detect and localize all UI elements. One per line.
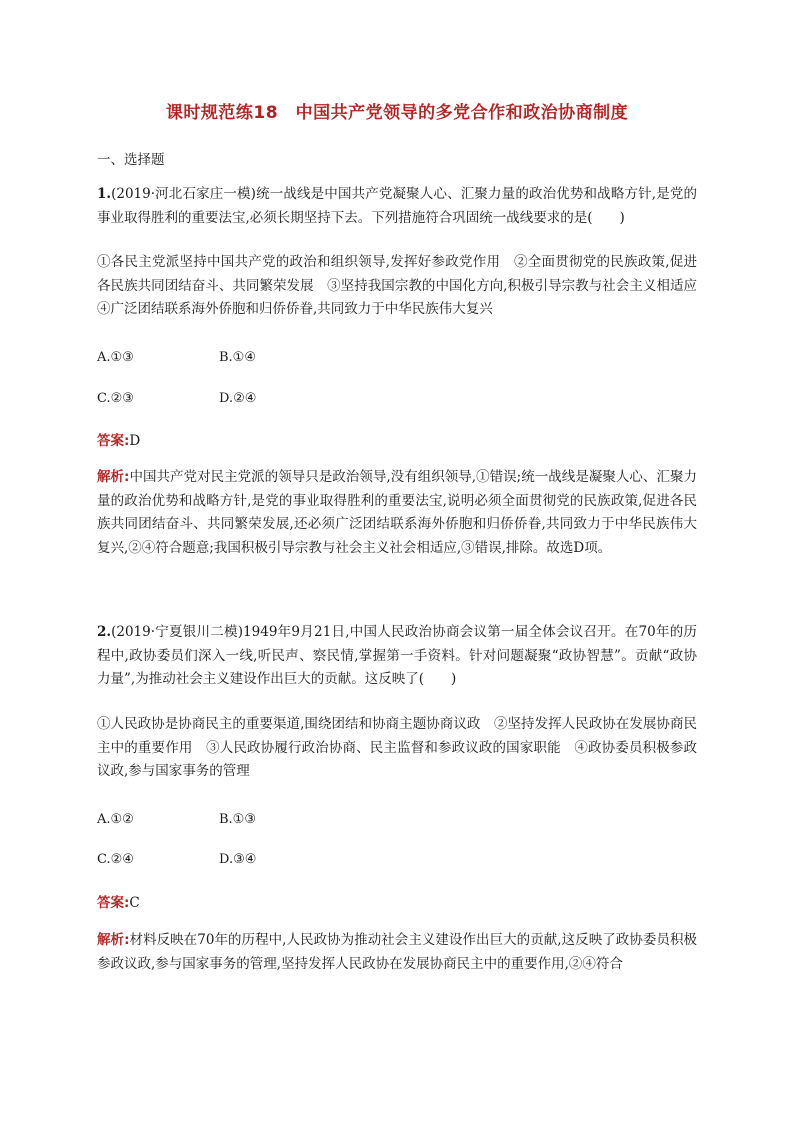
question-2-answer bbox=[97, 891, 140, 911]
question-2-items bbox=[97, 713, 697, 784]
option-a: A.①③ bbox=[97, 350, 134, 365]
option-c: C.②④ bbox=[97, 852, 134, 867]
question-items-text: ①各民主党派坚持中国共产党的政治和组织领导,发挥好参政党作用 ②全面贯彻党的民族政策,促进各民族共同团结奋斗、共同繁荣发展 ③坚持我国宗教的中国化方向,积极引导宗教与社会主义相适应 ④广泛团结联系海外侨胞和归侨侨眷,共同致力于中华民族伟大复兴 bbox=[97, 254, 711, 317]
question-text: (2019·河北石家庄一模)统一战线是中国共产党凝聚人心、汇聚力量的政治优势和战略方针,是党的事业取得胜利的重要法宝,必须长期坚持下去。下列措施符合巩固统一战线要求的是( ) bbox=[97, 186, 697, 226]
option-d: D.③④ bbox=[219, 852, 257, 867]
option-b: B.①④ bbox=[219, 350, 256, 365]
answer-value: D bbox=[129, 433, 141, 449]
analysis-label: 解析: bbox=[97, 469, 130, 485]
answer-value: C bbox=[129, 895, 140, 911]
analysis-text: 材料反映在70年的历程中,人民政协为推动社会主义建设作出巨大的贡献,这反映了政协委员积极参政议政,参与国家事务的管理,坚持发挥人民政协在发展协商民主中的重要作用,②④符合 bbox=[97, 932, 697, 972]
page-title: 课时规范练18 中国共产党领导的多党合作和政治协商制度 bbox=[165, 103, 629, 123]
answer-label: 答案: bbox=[97, 433, 130, 449]
answer-label: 答案: bbox=[97, 895, 130, 911]
question-1-analysis bbox=[97, 466, 697, 560]
section-heading: 一、选择题 bbox=[97, 152, 165, 168]
question-number: 1. bbox=[97, 186, 112, 202]
option-c: C.②③ bbox=[97, 391, 134, 406]
question-2-analysis bbox=[97, 929, 697, 976]
question-items-text: ①人民政协是协商民主的重要渠道,围绕团结和协商主题协商议政 ②坚持发挥人民政协在发展协商民主中的重要作用 ③人民政协履行政治协商、民主监督和参政议政的国家职能 ④政协委员积极参政议政,参与国家事务的管理 bbox=[97, 716, 697, 779]
question-1-stem bbox=[97, 183, 697, 230]
analysis-text: 中国共产党对民主党派的领导只是政治领导,没有组织领导,①错误;统一战线是凝聚人心、汇聚力量的政治优势和战略方针,是党的事业取得胜利的重要法宝,说明必须全面贯彻党的民族政策,促进各民族共同团结奋斗、共同繁荣发展,还必须广泛团结联系海外侨胞和归侨侨眷,共同致力于中华民族伟大复兴,②④符合题意;我国积极引导宗教与社会主义社会相适应,③错误,排除。故选D项。 bbox=[97, 469, 697, 556]
option-d: D.②④ bbox=[219, 391, 257, 406]
option-a: A.①② bbox=[97, 812, 134, 827]
question-1-items bbox=[97, 251, 711, 322]
question-1-answer bbox=[97, 429, 140, 449]
question-text: (2019·宁夏银川二模)1949年9月21日,中国人民政治协商会议第一届全体会议召开。在70年的历程中,政协委员们深入一线,听民声、察民情,掌握第一手资料。针对问题凝聚“政协智慧”。贡献“政协力量”,为推动社会主义建设作出巨大的贡献。这反映了( ) bbox=[97, 624, 697, 687]
question-number: 2. bbox=[97, 624, 112, 640]
analysis-label: 解析: bbox=[97, 932, 130, 948]
question-2-stem bbox=[97, 621, 697, 692]
option-b: B.①③ bbox=[219, 812, 256, 827]
